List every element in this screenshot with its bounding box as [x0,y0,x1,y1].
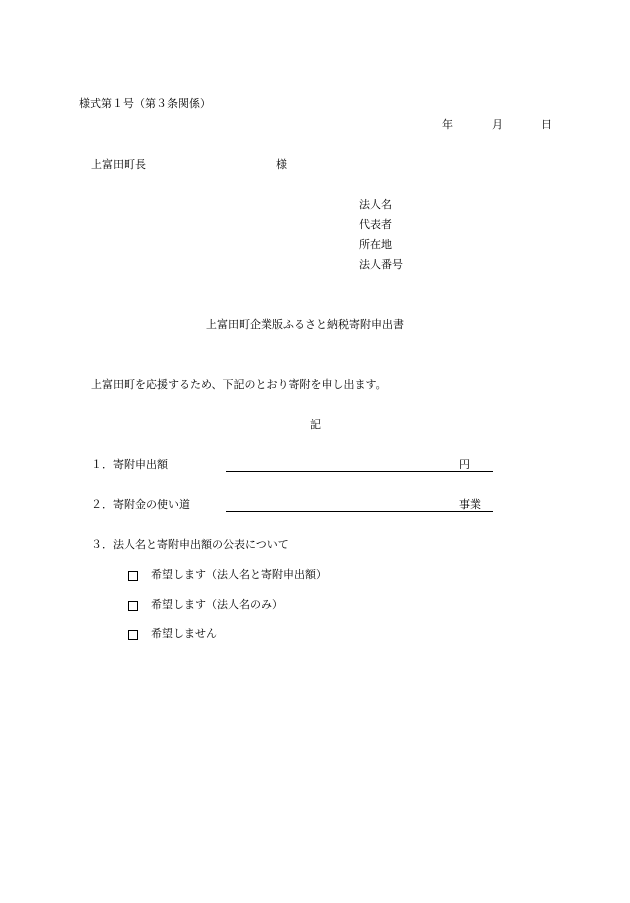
applicant-representative-label: 代表者 [359,218,392,231]
item-donation-amount-label: １．寄附申出額 [91,458,168,471]
item-publication-label: ３．法人名と寄附申出額の公表について [91,538,289,551]
applicant-corporate-number-label: 法人番号 [359,258,403,271]
option-checkbox-name-and-amount[interactable] [128,571,138,581]
date-day-label: 日 [541,118,552,131]
document-title: 上富田町企業版ふるさと納税寄附申出書 [206,318,404,331]
date-year-label: 年 [442,118,453,131]
yen-unit: 円 [459,458,470,471]
date-month-label: 月 [492,118,503,131]
addressee-name: 上富田町長 [91,158,146,171]
ki-heading: 記 [310,418,321,431]
addressee-honorific: 様 [276,158,287,171]
option-label-no-publication: 希望しません [151,627,217,640]
donation-use-underline [226,511,493,512]
form-number: 様式第１号（第３条関係） [79,97,211,110]
applicant-corporate-name-label: 法人名 [359,198,392,211]
option-checkbox-name-only[interactable] [128,601,138,611]
intro-sentence: 上富田町を応援するため、下記のとおり寄附を申し出ます。 [91,378,387,391]
option-checkbox-no-publication[interactable] [128,630,138,640]
project-suffix: 事業 [459,498,481,511]
donation-amount-underline [226,471,493,472]
item-donation-use-label: ２．寄附金の使い道 [91,498,190,511]
option-label-name-only: 希望します（法人名のみ） [151,598,283,611]
applicant-address-label: 所在地 [359,238,392,251]
option-label-name-and-amount: 希望します（法人名と寄附申出額） [151,568,327,581]
